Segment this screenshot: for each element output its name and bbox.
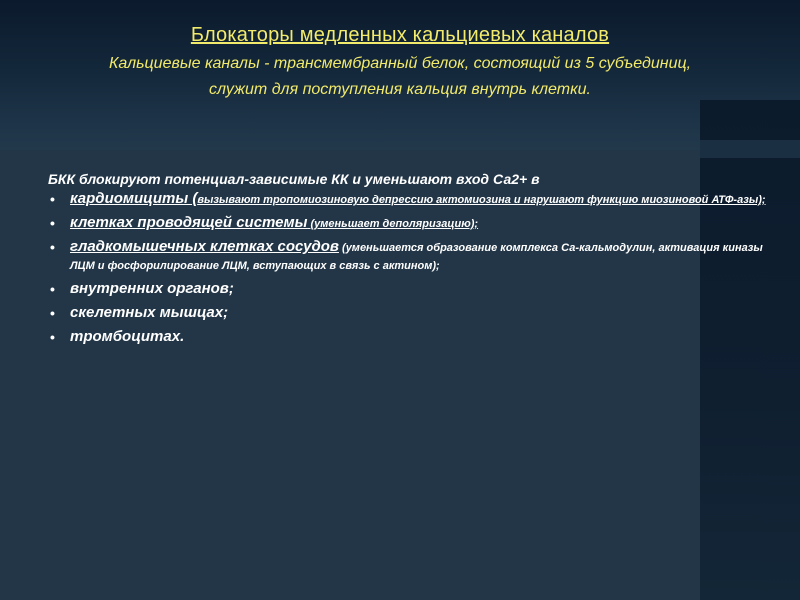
bullet-dot: • [50, 239, 55, 255]
list-item [48, 280, 788, 298]
bullet-list [48, 190, 788, 346]
right-stripe-band [700, 140, 800, 158]
bullet-main-text: тромбоцитах. [70, 328, 185, 345]
slide-body [48, 170, 788, 352]
bullet-main-text: гладкомышечных клетках сосудов [70, 238, 339, 255]
bullet-main-text: скелетных мышцах; [70, 304, 229, 321]
bullet-main-text: клетках проводящей системы [70, 214, 308, 231]
bullet-main-text: кардиомициты ( [70, 190, 198, 207]
slide-subtitle: Кальциевые каналы - трансмембранный белок, состоящий из 5 субъединиц, служит для поступления кальция внутрь клетки. [108, 55, 692, 98]
bullet-dot: • [50, 329, 55, 345]
list-item [48, 238, 788, 274]
bullet-dot: • [50, 215, 55, 231]
list-item [48, 304, 788, 322]
bullet-note-text: вызывают тропомиозиновую депрессию актомиозина и нарушают функцию миозиновой АТФ-азы); [197, 194, 766, 206]
list-item [48, 214, 788, 232]
bullet-dot: • [50, 191, 55, 207]
bullet-note-text: (уменьшается образование комплекса Са-кальмодулин, активация киназы ЛЦМ и фосфорилирование ЛЦМ, вступающих в связь с актином); [70, 242, 763, 272]
lead-text: БКК блокируют потенциал-зависимые КК и уменьшают вход Са2+ в [48, 171, 540, 187]
list-item [48, 190, 788, 208]
slide-title: Блокаторы медленных кальциевых каналов [190, 24, 610, 46]
bullet-note-text: (уменьшает деполяризацию); [307, 218, 479, 230]
bullet-dot: • [50, 305, 55, 321]
bullet-main-text: внутренних органов; [70, 280, 234, 297]
bullet-dot: • [50, 281, 55, 297]
list-item [48, 328, 788, 346]
